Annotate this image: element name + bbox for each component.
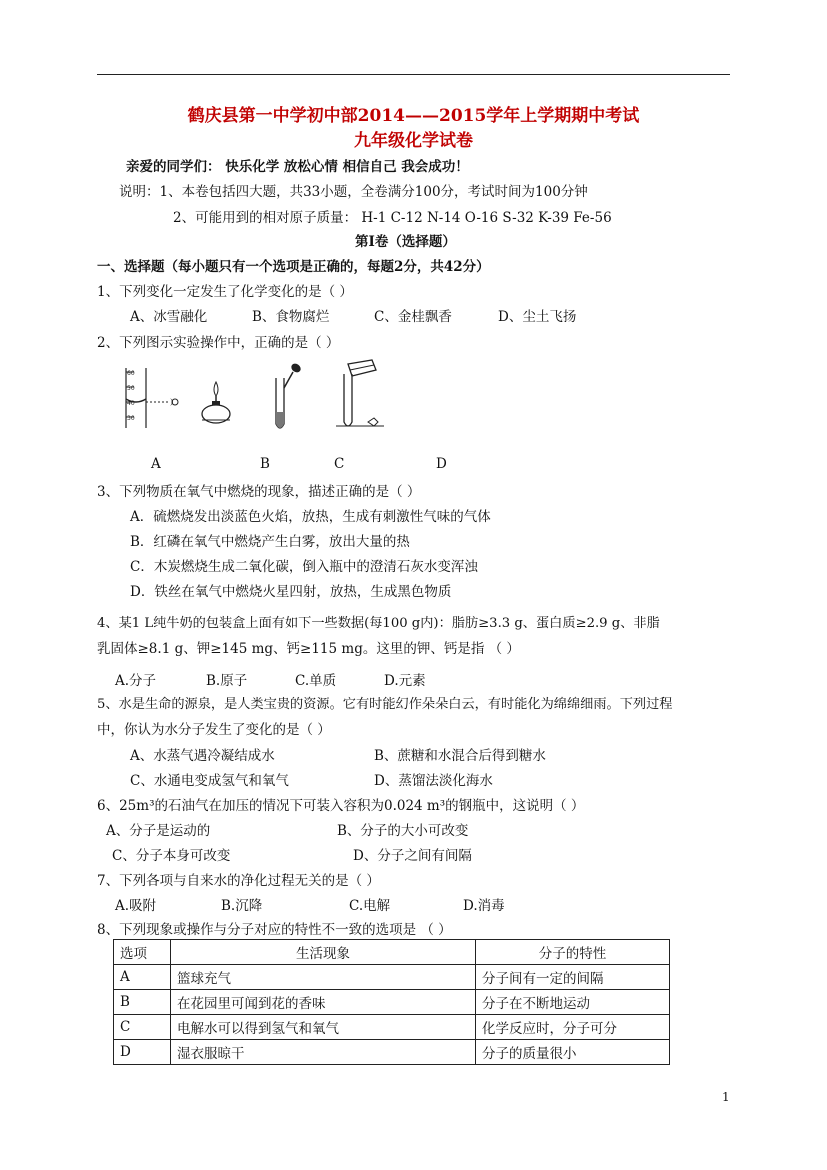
q2-label-a: A bbox=[151, 456, 161, 472]
q4-option-d: D.元素 bbox=[384, 673, 426, 689]
section-title: 一、选择题（每小题只有一个选项是正确的，每题2分，共42分） bbox=[97, 259, 490, 275]
exam-title: 鹤庆县第一中学初中部2014——2015学年上学期期中考试 bbox=[187, 106, 640, 126]
q2-label-d: D bbox=[436, 456, 447, 472]
q1-option-b: B、食物腐烂 bbox=[252, 309, 330, 325]
table-cell: 分子间有一定的间隔 bbox=[476, 965, 670, 990]
q6-option-b: B、分子的大小可改变 bbox=[337, 823, 469, 839]
table-header-cell: 分子的特性 bbox=[476, 940, 670, 965]
q5-stem-line1: 5、水是生命的源泉，是人类宝贵的资源。它有时能幻作朵朵白云，有时能化为绵绵细雨。下列过程 bbox=[97, 697, 673, 712]
q2-figure-d-pouring-solid bbox=[330, 356, 390, 436]
q1-stem: 1、下列变化一定发生了化学变化的是（ ） bbox=[97, 284, 353, 300]
q4-stem-line1: 4、某1 L纯牛奶的包装盒上面有如下一些数据(每100 g内)：脂肪≥3.3 g、蛋白质≥2.9 g、非脂 bbox=[97, 616, 660, 631]
q6-stem: 6、25m³的石油气在加压的情况下可装入容积为0.024 m³的钢瓶中，这说明（ ） bbox=[97, 798, 585, 814]
q1-option-d: D、尘土飞扬 bbox=[498, 309, 577, 325]
table-cell: 化学反应时，分子可分 bbox=[476, 1015, 670, 1040]
table-row bbox=[114, 1040, 670, 1065]
table-header-cell: 生活现象 bbox=[171, 940, 476, 965]
q5-option-d: D、蒸馏法淡化海水 bbox=[374, 773, 493, 789]
q2-tick-30: 30 bbox=[127, 415, 135, 422]
q8-stem: 8、下列现象或操作与分子对应的特性不一致的选项是 （ ） bbox=[97, 922, 452, 938]
q2-stem: 2、下列图示实验操作中，正确的是（ ） bbox=[97, 335, 340, 351]
q6-option-a: A、分子是运动的 bbox=[106, 823, 211, 839]
volume-title: 第Ⅰ卷（选择题） bbox=[355, 234, 456, 250]
q3-option-d: D．铁丝在氧气中燃烧火星四射，放热，生成黑色物质 bbox=[130, 584, 452, 600]
table-header-row bbox=[114, 940, 670, 965]
q7-option-c: C.电解 bbox=[349, 898, 391, 914]
exam-subtitle: 九年级化学试卷 bbox=[354, 131, 473, 151]
q7-option-a: A.吸附 bbox=[115, 898, 157, 914]
table-row bbox=[114, 990, 670, 1015]
table-cell: 湿衣服晾干 bbox=[171, 1040, 476, 1065]
table-cell: 电解水可以得到氢气和氧气 bbox=[171, 1015, 476, 1040]
q4-option-a: A.分子 bbox=[115, 673, 157, 689]
q2-figure-c-dropper-test-tube bbox=[266, 360, 316, 436]
q8-table bbox=[113, 939, 670, 1065]
table-cell: 分子在不断地运动 bbox=[476, 990, 670, 1015]
q4-option-c: C.单质 bbox=[295, 673, 337, 689]
q3-option-a: A．硫燃烧发出淡蓝色火焰，放热，生成有刺激性气味的气体 bbox=[130, 509, 491, 525]
greeting: 亲爱的同学们： 快乐化学 放松心情 相信自己 我会成功！ bbox=[126, 159, 469, 175]
q5-option-b: B、蔗糖和水混合后得到糖水 bbox=[374, 748, 546, 764]
q5-option-c: C、水通电变成氢气和氧气 bbox=[130, 773, 289, 789]
page-number: 1 bbox=[722, 1090, 730, 1104]
q2-figure-b-alcohol-lamp bbox=[196, 378, 236, 428]
table-row bbox=[114, 1015, 670, 1040]
q5-stem-line2: 中，你认为水分子发生了变化的是（ ） bbox=[97, 722, 331, 738]
table-header-cell: 选项 bbox=[114, 940, 171, 965]
q7-option-d: D.消毒 bbox=[463, 898, 505, 914]
q1-option-a: A、冰雪融化 bbox=[130, 309, 208, 325]
table-cell: D bbox=[114, 1040, 171, 1065]
table-row bbox=[114, 965, 670, 990]
q2-label-b: B bbox=[260, 456, 270, 472]
table-cell: B bbox=[114, 990, 171, 1015]
q4-option-b: B.原子 bbox=[206, 673, 248, 689]
table-cell: 分子的质量很小 bbox=[476, 1040, 670, 1065]
table-cell: 篮球充气 bbox=[171, 965, 476, 990]
q3-option-b: B．红磷在氧气中燃烧产生白雾，放出大量的热 bbox=[130, 534, 410, 550]
q2-label-c: C bbox=[334, 456, 345, 472]
q5-option-a: A、水蒸气遇冷凝结成水 bbox=[130, 748, 275, 764]
q2-tick-60: 60 bbox=[127, 370, 135, 377]
q4-stem-line2: 乳固体≥8.1 g、钾≥145 mg、钙≥115 mg。这里的钾、钙是指 （ ） bbox=[97, 641, 520, 657]
q3-option-c: C．木炭燃烧生成二氧化碳，倒入瓶中的澄清石灰水变浑浊 bbox=[130, 559, 478, 575]
q2-tick-50: 50 bbox=[127, 385, 135, 392]
table-cell: A bbox=[114, 965, 171, 990]
q3-stem: 3、下列物质在氧气中燃烧的现象，描述正确的是（ ） bbox=[97, 484, 421, 500]
table-cell: 在花园里可闻到花的香味 bbox=[171, 990, 476, 1015]
q6-option-d: D、分子之间有间隔 bbox=[353, 848, 472, 864]
q2-tick-40: 40 bbox=[127, 400, 135, 407]
table-cell: C bbox=[114, 1015, 171, 1040]
q2-figure-a-graduated-cylinder bbox=[112, 362, 192, 432]
q1-option-c: C、金桂飘香 bbox=[374, 309, 452, 325]
instruction-2: 2、可能用到的相对原子质量： H-1 C-12 N-14 O-16 S-32 K-39 Fe-56 bbox=[173, 210, 612, 226]
q7-option-b: B.沉降 bbox=[221, 898, 263, 914]
instruction-1: 说明：1、本卷包括四大题，共33小题，全卷满分100分，考试时间为100分钟 bbox=[119, 184, 588, 200]
q6-option-c: C、分子本身可改变 bbox=[112, 848, 231, 864]
q7-stem: 7、下列各项与自来水的净化过程无关的是（ ） bbox=[97, 873, 380, 889]
header-rule bbox=[97, 74, 730, 75]
